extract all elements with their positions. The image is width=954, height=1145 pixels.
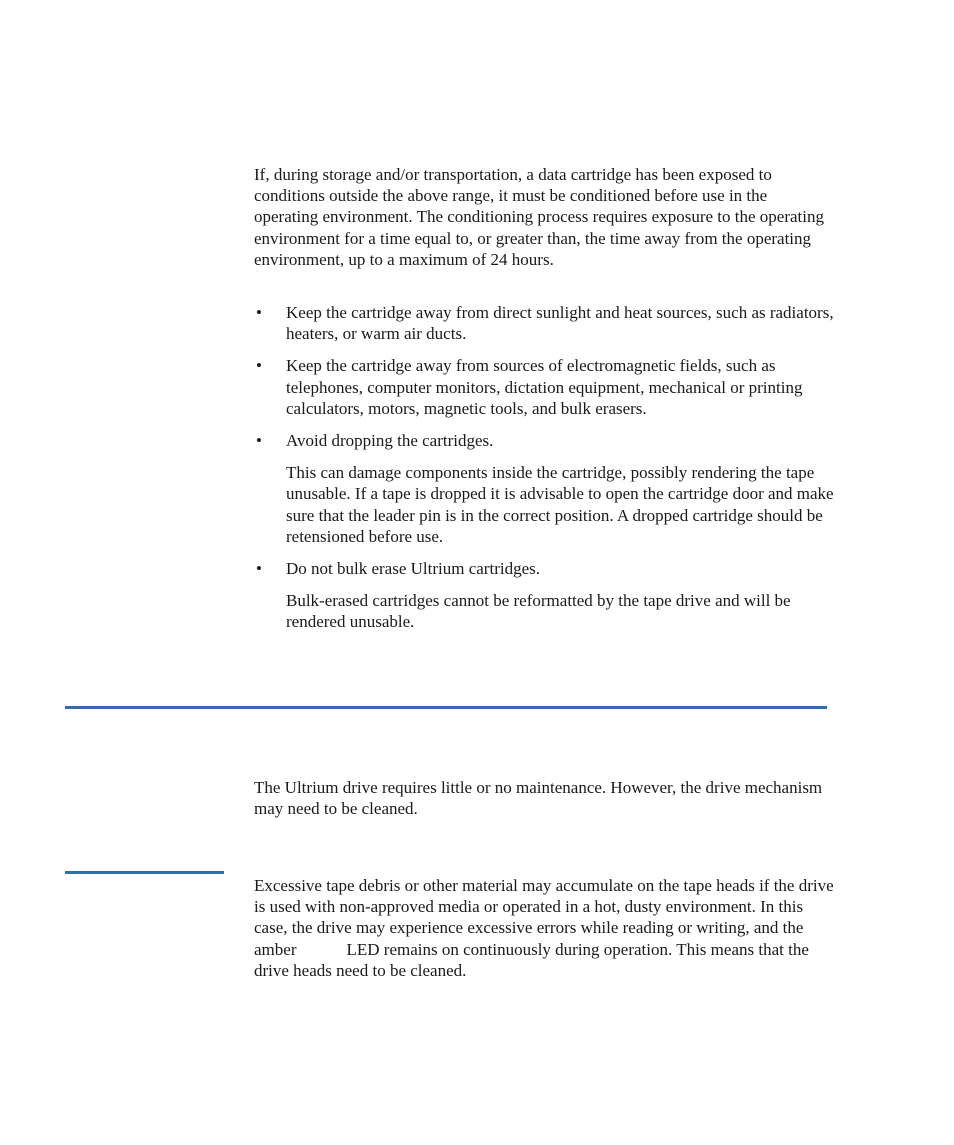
- cleaning-text-after-led: LED remains on continuously during operation. This means that the drive heads need to be cleaned.: [254, 939, 809, 980]
- bullet-marker: •: [256, 303, 262, 322]
- storage-conditioning-paragraph: If, during storage and/or transportation, a data cartridge has been exposed to conditions outside the above range, it must be conditioned before use in the operating environment. The conditioning process requires exposure to the operating environment for a time equal to, or greater than, the time away from the operating environment, up to a maximum of 24 hours.: [254, 165, 824, 269]
- list-item-text: Avoid dropping the cartridges.: [286, 431, 494, 451]
- list-item-detail: This can damage components inside the cartridge, possibly rendering the tape unusable. If a tape is dropped it is advisable to open the cartridge door and make sure that the leader pin is in the correct position. A dropped cartridge should be retensioned before use.: [286, 463, 834, 546]
- cleaning-text-before-led: Excessive tape debris or other material may accumulate on the tape heads if the drive is used with non-approved media or operated in a hot, dusty environment. In this case, the drive may experience excessive errors while reading or writing, and the amber: [254, 876, 834, 959]
- bullet-marker: •: [256, 431, 262, 451]
- list-item: [254, 302, 834, 344]
- list-item: [254, 355, 834, 419]
- cartridge-handling-list: [254, 302, 834, 644]
- list-item-text: Keep the cartridge away from sources of electromagnetic fields, such as telephones, computer monitors, dictation equipment, mechanical or printing calculators, motors, magnetic tools, and bulk erasers.: [286, 356, 803, 418]
- subsection-divider: [65, 871, 224, 874]
- list-item: [254, 430, 834, 547]
- maintenance-paragraph: The Ultrium drive requires little or no maintenance. However, the drive mechanism may need to be cleaned.: [254, 778, 823, 819]
- bullet-marker: •: [256, 559, 262, 579]
- list-item: [254, 558, 834, 633]
- cleaning-paragraph: [254, 875, 834, 981]
- section-divider: [65, 706, 827, 709]
- list-item-text: Keep the cartridge away from direct sunlight and heat sources, such as radiators, heaters, or warm air ducts.: [286, 303, 834, 344]
- bullet-marker: •: [256, 356, 262, 376]
- list-item-text: Do not bulk erase Ultrium cartridges.: [286, 559, 540, 579]
- list-item-detail: Bulk-erased cartridges cannot be reformatted by the tape drive and will be rendered unusable.: [286, 591, 791, 632]
